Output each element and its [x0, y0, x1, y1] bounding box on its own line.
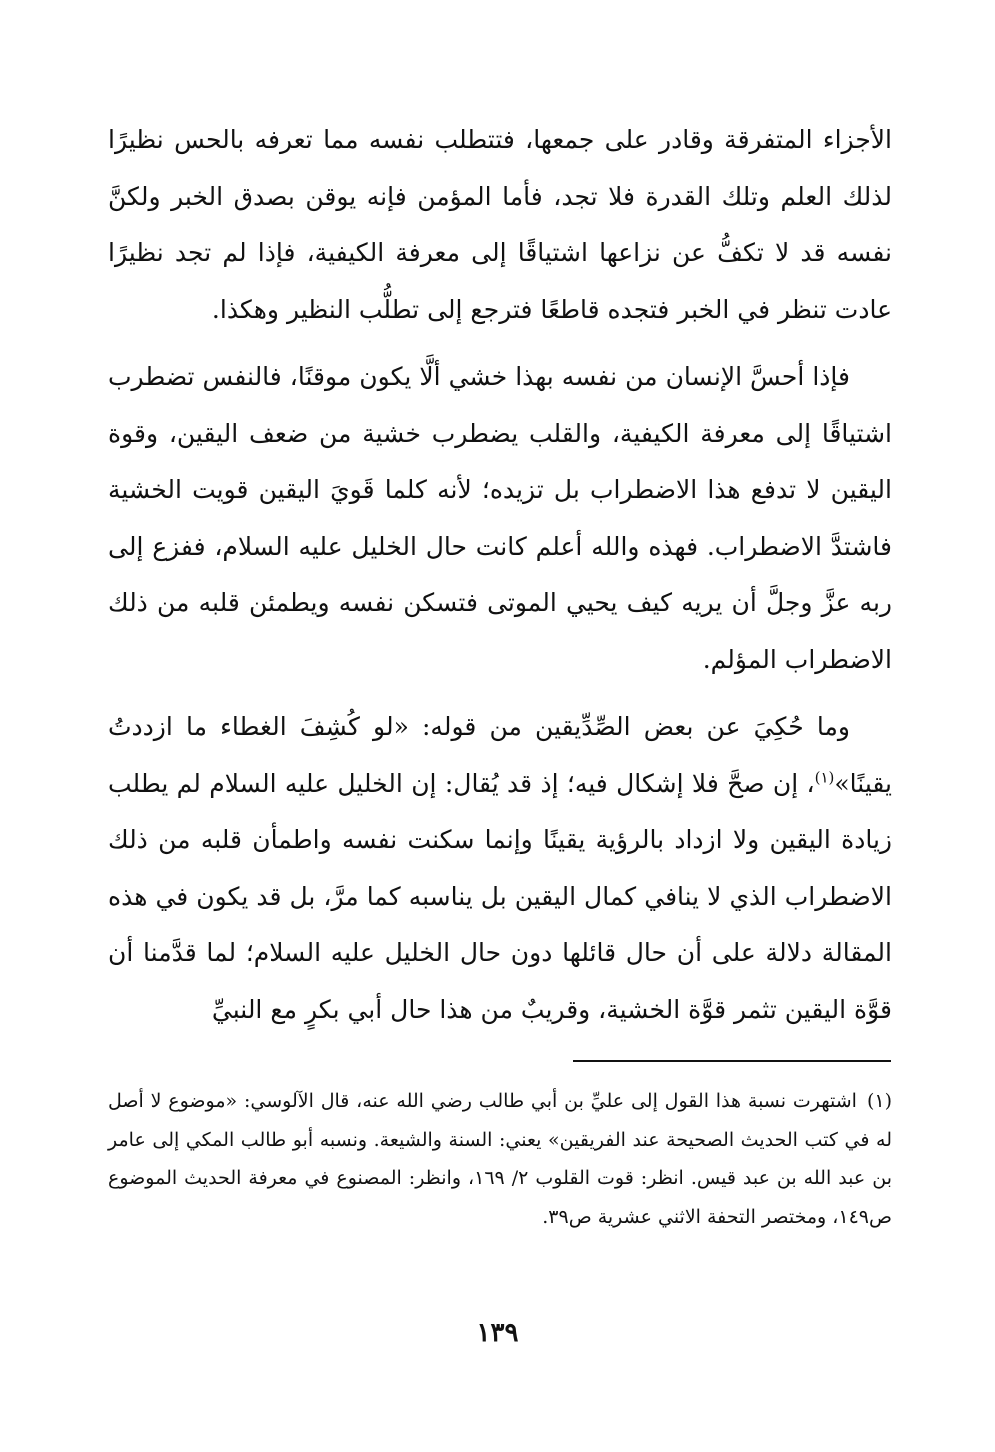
paragraph-3: [108, 699, 892, 1038]
footnotes-section: [108, 1082, 892, 1236]
paragraph-2-text: فإذا أحسَّ الإنسان من نفسه بهذا خشي ألَّا يكون موقنًا، فالنفس تضطرب اشتياقًا إلى معرفة الكيفية، والقلب يضطرب خشية من ضعف اليقين، وقوة اليقين لا تدفع هذا الاضطراب بل تزيده؛ لأنه كلما قَويَ اليقين قويت الخشية فاشتدَّ الاضطراب. فهذه والله أعلم كانت حال الخليل عليه السلام، ففزع إلى ربه عزَّ وجلَّ أن يريه كيف يحيي الموتى فتسكن نفسه ويطمئن قلبه من ذلك الاضطراب المؤلم.: [108, 362, 892, 674]
main-text-body: [108, 112, 892, 1038]
paragraph-1: [108, 112, 892, 338]
footnote-reference: (١): [814, 768, 835, 787]
paragraph-3-text-after-ref: ، إن صحَّ فلا إشكال فيه؛ إذ قد يُقال: إن الخليل عليه السلام لم يطلب زيادة اليقين ولا ازداد بالرؤية يقينًا وإنما سكنت نفسه واطمأن قلبه من ذلك الاضطراب الذي لا ينافي كمال اليقين بل يناسبه كما مرَّ، بل قد يكون في هذه المقالة دلالة على أن حال قائلها دون حال الخليل عليه السلام؛ لما قدَّمنا أن قوَّة اليقين تثمر قوَّة الخشية، وقريبٌ من هذا حال أبي بكرٍ مع النبيِّ: [108, 768, 892, 1024]
page-number: ١٣٩: [476, 1318, 519, 1348]
paragraph-3-text-before-ref: وما حُكِيَ عن بعض الصِّدِّيقين من قوله: «لو كُشِفَ الغطاء ما ازددتُ يقينًا»: [108, 712, 892, 798]
footnote-1: [108, 1082, 892, 1236]
footnote-marker: (١): [866, 1090, 892, 1112]
paragraph-1-text: الأجزاء المتفرقة وقادر على جمعها، فتتطلب نفسه مما تعرفه بالحس نظيرًا لذلك العلم وتلك القدرة فلا تجد، فأما المؤمن فإنه يوقن بصدق الخبر ولكنَّ نفسه قد لا تكفُّ عن نزاعها اشتياقًا إلى معرفة الكيفية، فإذا لم تجد نظيرًا عادت تنظر في الخبر فتجده قاطعًا فترجع إلى تطلُّب النظير وهكذا.: [108, 125, 892, 324]
paragraph-2: [108, 349, 892, 688]
footnote-divider: [573, 1060, 891, 1062]
footnote-text: اشتهرت نسبة هذا القول إلى عليِّ بن أبي طالب رضي الله عنه، قال الآلوسي: «موضوع لا أصل له في كتب الحديث الصحيحة عند الفريقين» يعني: السنة والشيعة. ونسبه أبو طالب المكي إلى عامر بن عبد الله بن عبد قيس. انظر: قوت القلوب ٢/ ١٦٩، وانظر: المصنوع في معرفة الحديث الموضوع ص١٤٩، ومختصر التحفة الاثني عشرية ص٣٩.: [108, 1090, 892, 1228]
